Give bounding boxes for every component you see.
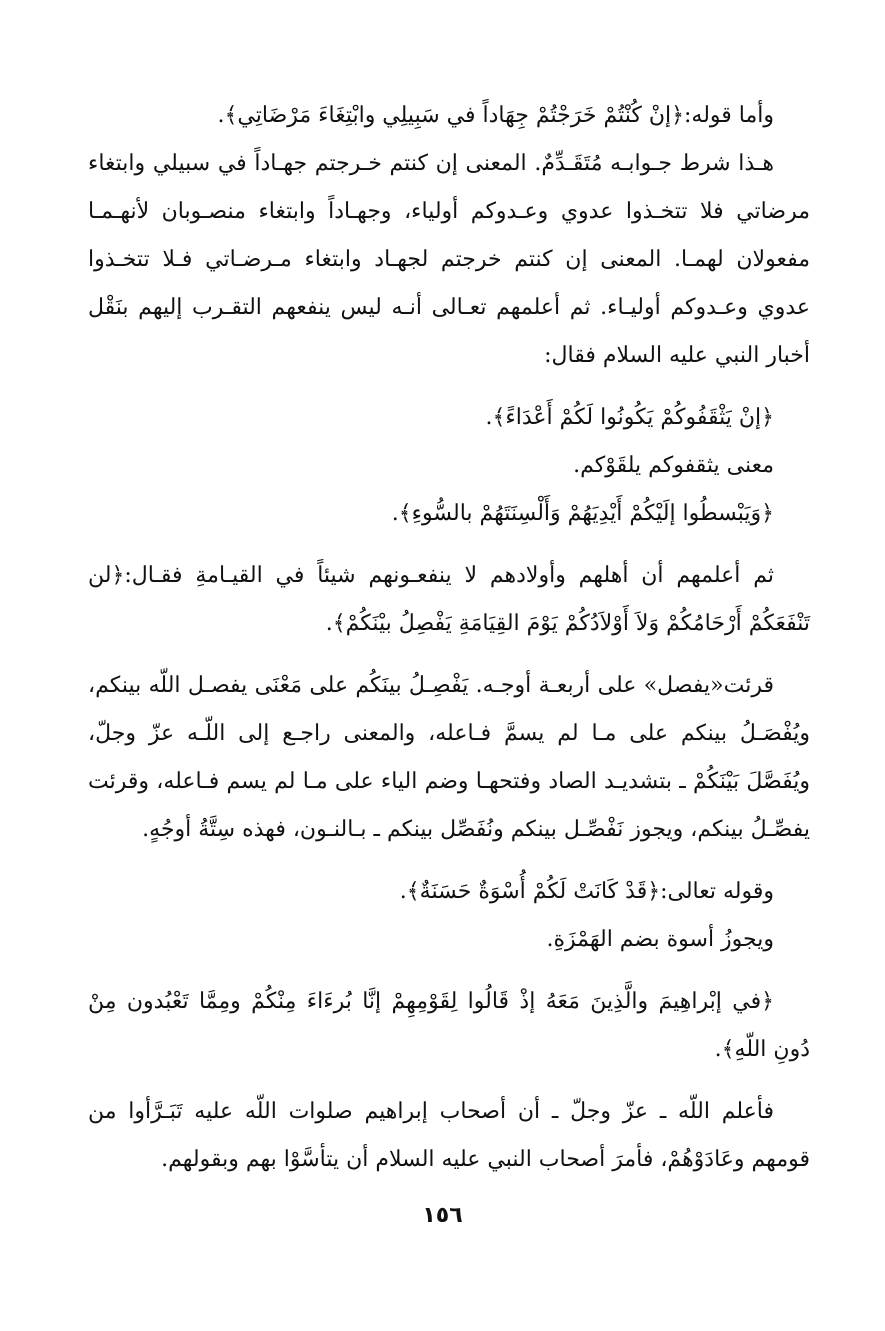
explanation-2: ويجوزُ أسوة بضم الهَمْزَةِ. xyxy=(546,927,774,952)
paragraph-5: فأعلم اللّه ـ عزّ وجلّ ـ أن أصحاب إبراهيم صلوات اللّه عليه تَبَـرَّأوا من قومهم وعَادَوْهُمْ، فأمرَ أصحاب النبي عليه السلام أن يتأسَّوْا بهم وبقولهم. xyxy=(88,1099,810,1172)
paragraph-3: ثم أعلمهم أن أهلهم وأولادهم لا ينفعـونهم شيئاً في القيـامةِ فقـال:﴿لن تَنْفَعَكُمْ أَرْحَامُكُمْ وَلاَ أَوْلاَدُكُمْ يَوْمَ القِيَامَةِ يَفْصِلُ بيْنَكُمْ﴾. xyxy=(88,563,810,636)
explanation-1: معنى يثقفوكم يلقَوْكم. xyxy=(573,453,774,478)
quran-verse-4: ﴿في إبْراهِيمَ والَّذِينَ مَعَهُ إذْ قَالُوا لِقَوْمِهِمْ إنَّا بُرءَاءَ مِنْكُمْ ومِمَّا تَعْبُدون مِنْ دُونِ اللّهِ﴾. xyxy=(88,989,810,1062)
spacer xyxy=(88,648,810,662)
spacer xyxy=(88,964,810,978)
quran-verse-1: ﴿إنْ يَثْقَفُوكُمْ يَكُونُوا لَكُمْ أَعْدَاءً﴾. xyxy=(485,405,774,430)
paragraph-1: وأما قوله:﴿إنْ كُنْتُمْ خَرَجْتُمْ جِهَاداً في سَبِيلِي وابْتِغَاءَ مَرْضَاتِي﴾. xyxy=(217,103,774,128)
spacer xyxy=(88,538,810,552)
paragraph-4: قرئت«يفصل» على أربعـة أوجـه. يَفْصِـلُ بينَكُم على مَعْنَى يفصـل اللّه بينكم، ويُفْصَـلُ بينكم على مـا لم يسمَّ فـاعله، والمعنى راجـع إلى اللّـه عزّ وجلّ، ويُفَصَّلَ بَيْنَكُمْ ـ بتشديـد الصاد وفتحهـا وضم الياء على مـا لم يسم فـاعله، وقرئت يفصِّـلُ بينكم، ويجوز نَفْصِّـل بينكم ونُفَصِّل بينكم ـ بـالنـون، فهذه سِتَّةُ أوجُهٍ. xyxy=(88,673,810,842)
spacer xyxy=(88,854,810,868)
spacer xyxy=(88,380,810,394)
quran-verse-3: وقوله تعالى:﴿قَدْ كَانَتْ لَكُمْ أُسْوَةٌ حَسَنَةٌ﴾. xyxy=(399,879,774,904)
quran-verse-2: ﴿وَيَبْسطُوا إلَيْكُمْ أَيْدِيَهُمْ وَأَلْسِنَتَهُمْ بالسُّوءِ﴾. xyxy=(391,501,774,526)
page-number: ١٥٦ xyxy=(422,1203,463,1228)
paragraph-2: هـذا شرط جـوابـه مُتَقَـدِّمٌ. المعنى إن كنتم خـرجتم جهـاداً في سبيلي وابتغاء مرضاتي فلا تتخـذوا عدوي وعـدوكم أولياء، وجهـاداً وابتغاء منصـوبان لأنهـمـا مفعولان لهمـا. المعنى إن كنتم خرجتم لجهـاد وابتغاء مـرضـاتي فـلا تتخـذوا عدوي وعـدوكم أوليـاء. ثم أعلمهم تعـالى أنـه ليس ينفعهم التقـرب إليهم بنَقْل أخبار النبي عليه السلام فقال: xyxy=(88,151,810,368)
spacer xyxy=(88,1074,810,1088)
page-body xyxy=(88,92,810,1184)
